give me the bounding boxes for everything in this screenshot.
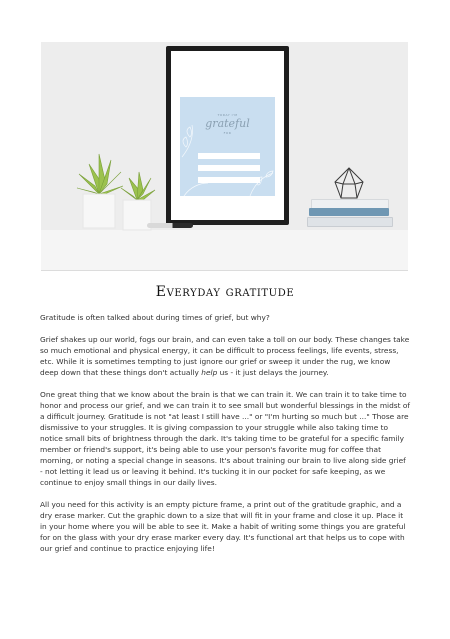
body-text [40,312,410,565]
paragraph: One great thing that we know about the brain is that we can train it. We can train it to take time to honor and process our grief, and we can train it to see small but wonderful blessings in the midst of a difficult journey. Gratitude is not "at least I still have ..." or "I'm hurting so much but ..." Those are dismissive to your struggles. It is giving compassion to your struggle while also taking time to notice small bits of brightness through the dark. It's taking time to be grateful for a specific family member or friend's support, it's being able to use your person's favorite mug for coffee that morning, or noting a special change in seasons. It's about training our brain to live along side grief - not letting it lead us or leaving it behind. It's tucking it in our pocket for safe keeping, as we continue to enjoy small things in our daily lives. [40,390,410,487]
paragraph-text: us - it just delays the journey. [217,368,329,377]
hero-photo [41,42,408,270]
poster-blank-line [198,177,260,183]
paragraph: All you need for this activity is an empty picture frame, a print out of the gratitude graphic, and a dry erase marker. Cut the graphic down to a size that will fit in your frame and close it up. Place it in your home where you will be able to see it. Make a habit of writing some things you are grateful for on the glass with your dry erase marker every day. It's functional art that helps us to cope with our grief and continue to practice enjoying life! [40,500,406,553]
poster-blank-line [198,165,260,171]
paragraph [40,334,410,378]
divider [41,270,408,271]
succulent-plants-illustration [65,134,165,234]
page-title: Everyday gratitude [155,284,295,300]
poster-top-text: TODAY I'M [217,113,238,117]
dry-erase-marker [147,223,193,228]
paragraph-text: Grief shakes up our world, fogs our brain, and can even take a toll on our body. These changes take so much emotional and physical energy, it can be difficult to process feelings, life events, stress, etc. While it is sometimes tempting to just ignore our grief or sweep it under the rug, we know deep down that these things don't actually [40,335,410,377]
book [309,208,389,216]
book [307,217,393,227]
paragraph: Gratitude is often talked about during times of grief, but why? [40,313,270,322]
poster-blank-line [198,153,260,159]
poster-script-text: grateful [205,117,250,130]
gratitude-poster [180,97,275,196]
poster-bottom-text: FOR [223,131,232,135]
emphasis-text: help [201,368,218,377]
shelf [41,230,408,270]
picture-frame [166,46,289,225]
terrarium-icon [331,166,367,200]
